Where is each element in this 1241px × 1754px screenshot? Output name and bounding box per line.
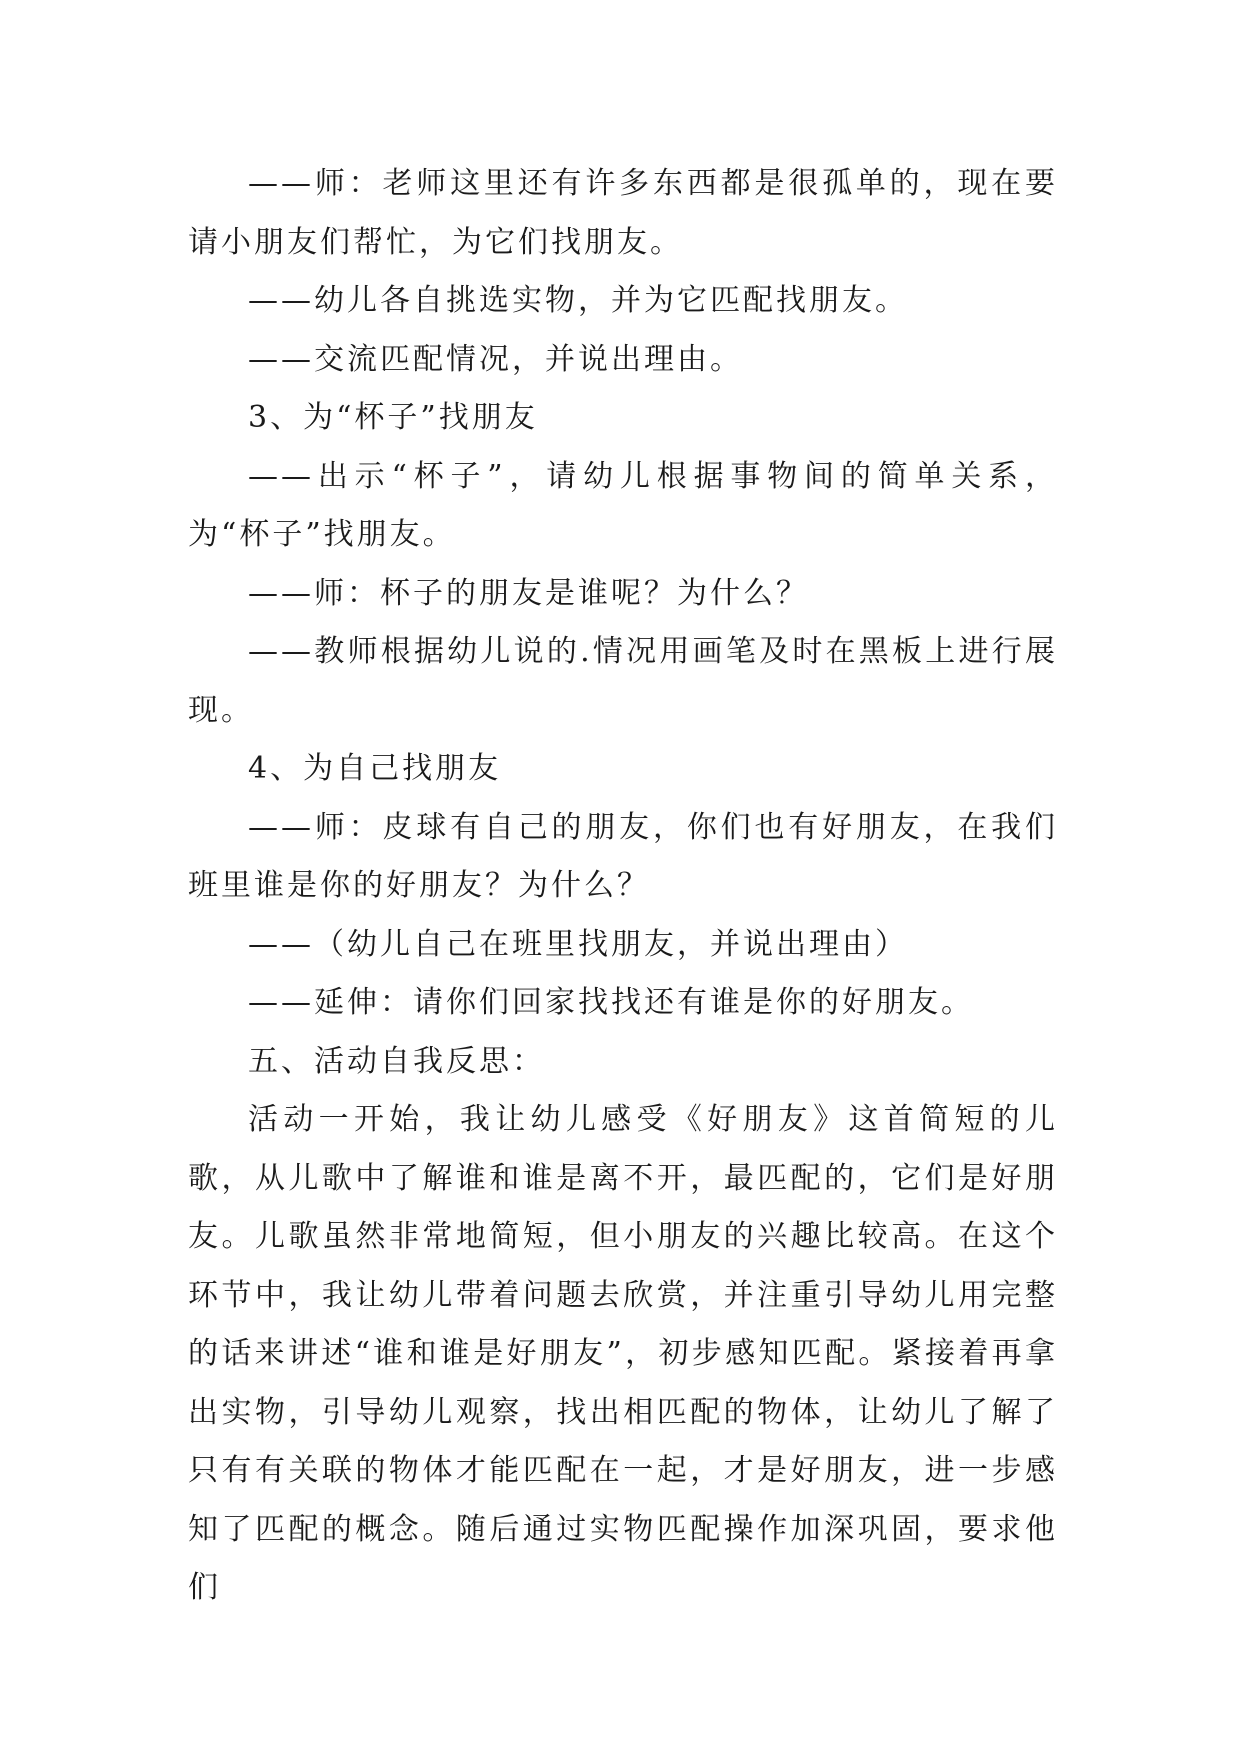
paragraph: ——（幼儿自己在班里找朋友，并说出理由） xyxy=(248,926,908,962)
paragraph: ——交流匹配情况，并说出理由。 xyxy=(248,341,743,377)
paragraph: ——出示“杯子”，请幼儿根据事物间的简单关系，为“杯子”找朋友。 xyxy=(188,458,1058,552)
document-body xyxy=(188,155,1058,1618)
section-heading: 4、为自己找朋友 xyxy=(248,751,502,786)
paragraph: ——师：皮球有自己的朋友，你们也有好朋友，在我们班里谁是你的好朋友？为什么？ xyxy=(188,809,1058,903)
paragraph: 活动一开始，我让幼儿感受《好朋友》这首简短的儿歌，从儿歌中了解谁和谁是离不开，最匹配的，它们是好朋友。儿歌虽然非常地简短，但小朋友的兴趣比较高。在这个环节中，我让幼儿带着问题去欣赏，并注重引导幼儿用完整的话来讲述“谁和谁是好朋友”，初步感知匹配。紧接着再拿出实物，引导幼儿观察，找出相匹配的物体，让幼儿了解了只有有关联的物体才能匹配在一起，才是好朋友，进一步感知了匹配的概念。随后通过实物匹配操作加深巩固，要求他们 xyxy=(188,1102,1058,1605)
paragraph: ——师：杯子的朋友是谁呢？为什么？ xyxy=(248,575,809,611)
section-heading: 3、为“杯子”找朋友 xyxy=(248,400,538,435)
paragraph: ——师：老师这里还有许多东西都是很孤单的，现在要请小朋友们帮忙，为它们找朋友。 xyxy=(188,166,1058,260)
paragraph: ——幼儿各自挑选实物，并为它匹配找朋友。 xyxy=(248,283,908,318)
paragraph: ——教师根据幼儿说的.情况用画笔及时在黑板上进行展现。 xyxy=(188,634,1058,728)
section-heading: 五、活动自我反思： xyxy=(248,1043,545,1079)
paragraph: ——延伸：请你们回家找找还有谁是你的好朋友。 xyxy=(248,985,974,1020)
